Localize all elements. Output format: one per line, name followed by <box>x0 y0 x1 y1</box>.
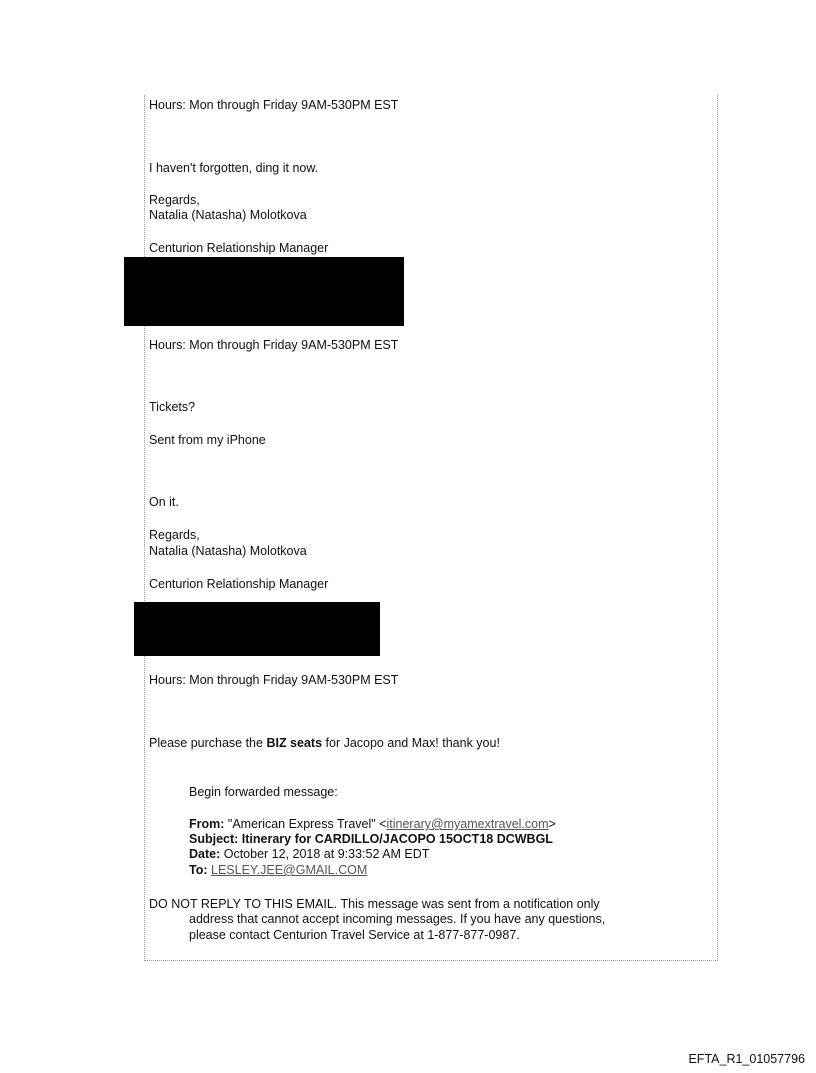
subject-value: Itinerary for CARDILLO/JACOPO 15OCT18 DCWBGL <box>238 832 553 846</box>
forwarded-subject <box>189 832 553 847</box>
hours-line: Hours: Mon through Friday 9AM-530PM EST <box>149 338 399 352</box>
to-email-link[interactable]: LESLEY.JEE@GMAIL.COM <box>211 863 368 877</box>
hours-line: Hours: Mon through Friday 9AM-530PM EST <box>149 673 399 687</box>
redaction-block <box>134 602 380 656</box>
purchase-request-text <box>149 736 500 751</box>
signature-title: Centurion Relationship Manager <box>149 241 329 255</box>
message-text: I haven't forgotten, ding it now. <box>149 161 319 175</box>
regards-text: Regards, <box>149 528 200 542</box>
forwarded-to <box>189 863 367 878</box>
purchase-post: for Jacopo and Max! thank you! <box>322 736 500 750</box>
signature-title: Centurion Relationship Manager <box>149 577 329 591</box>
hours-line: Hours: Mon through Friday 9AM-530PM EST <box>149 98 399 112</box>
to-label: To: <box>189 863 208 877</box>
subject-label: Subject: <box>189 832 239 846</box>
document-id: EFTA_R1_01057796 <box>688 1052 805 1066</box>
forwarded-from <box>189 817 556 832</box>
notice-line: please contact Centurion Travel Service at 1-877-877-0987. <box>189 928 520 942</box>
from-email-link[interactable]: itinerary@myamextravel.com <box>386 817 549 831</box>
date-label: Date: <box>189 847 221 861</box>
forwarded-header: Begin forwarded message: <box>189 785 338 799</box>
redaction-block <box>124 257 404 326</box>
date-value: October 12, 2018 at 9:33:52 AM EDT <box>220 847 430 861</box>
signature-name: Natalia (Natasha) Molotkova <box>149 544 307 558</box>
message-text: Tickets? <box>149 400 196 414</box>
forwarded-date <box>189 847 429 862</box>
from-label: From: <box>189 817 225 831</box>
notice-line: address that cannot accept incoming messages. If you have any questions, <box>189 912 606 926</box>
from-close: > <box>548 817 556 831</box>
from-name: "American Express Travel" < <box>224 817 387 831</box>
purchase-pre: Please purchase the <box>149 736 267 750</box>
notice-line: DO NOT REPLY TO THIS EMAIL. This message was sent from a notification only <box>149 897 600 911</box>
signature-name: Natalia (Natasha) Molotkova <box>149 208 307 222</box>
regards-text: Regards, <box>149 193 200 207</box>
purchase-bold: BIZ seats <box>266 736 323 750</box>
sent-from-text: Sent from my iPhone <box>149 433 266 447</box>
message-text: On it. <box>149 495 179 509</box>
